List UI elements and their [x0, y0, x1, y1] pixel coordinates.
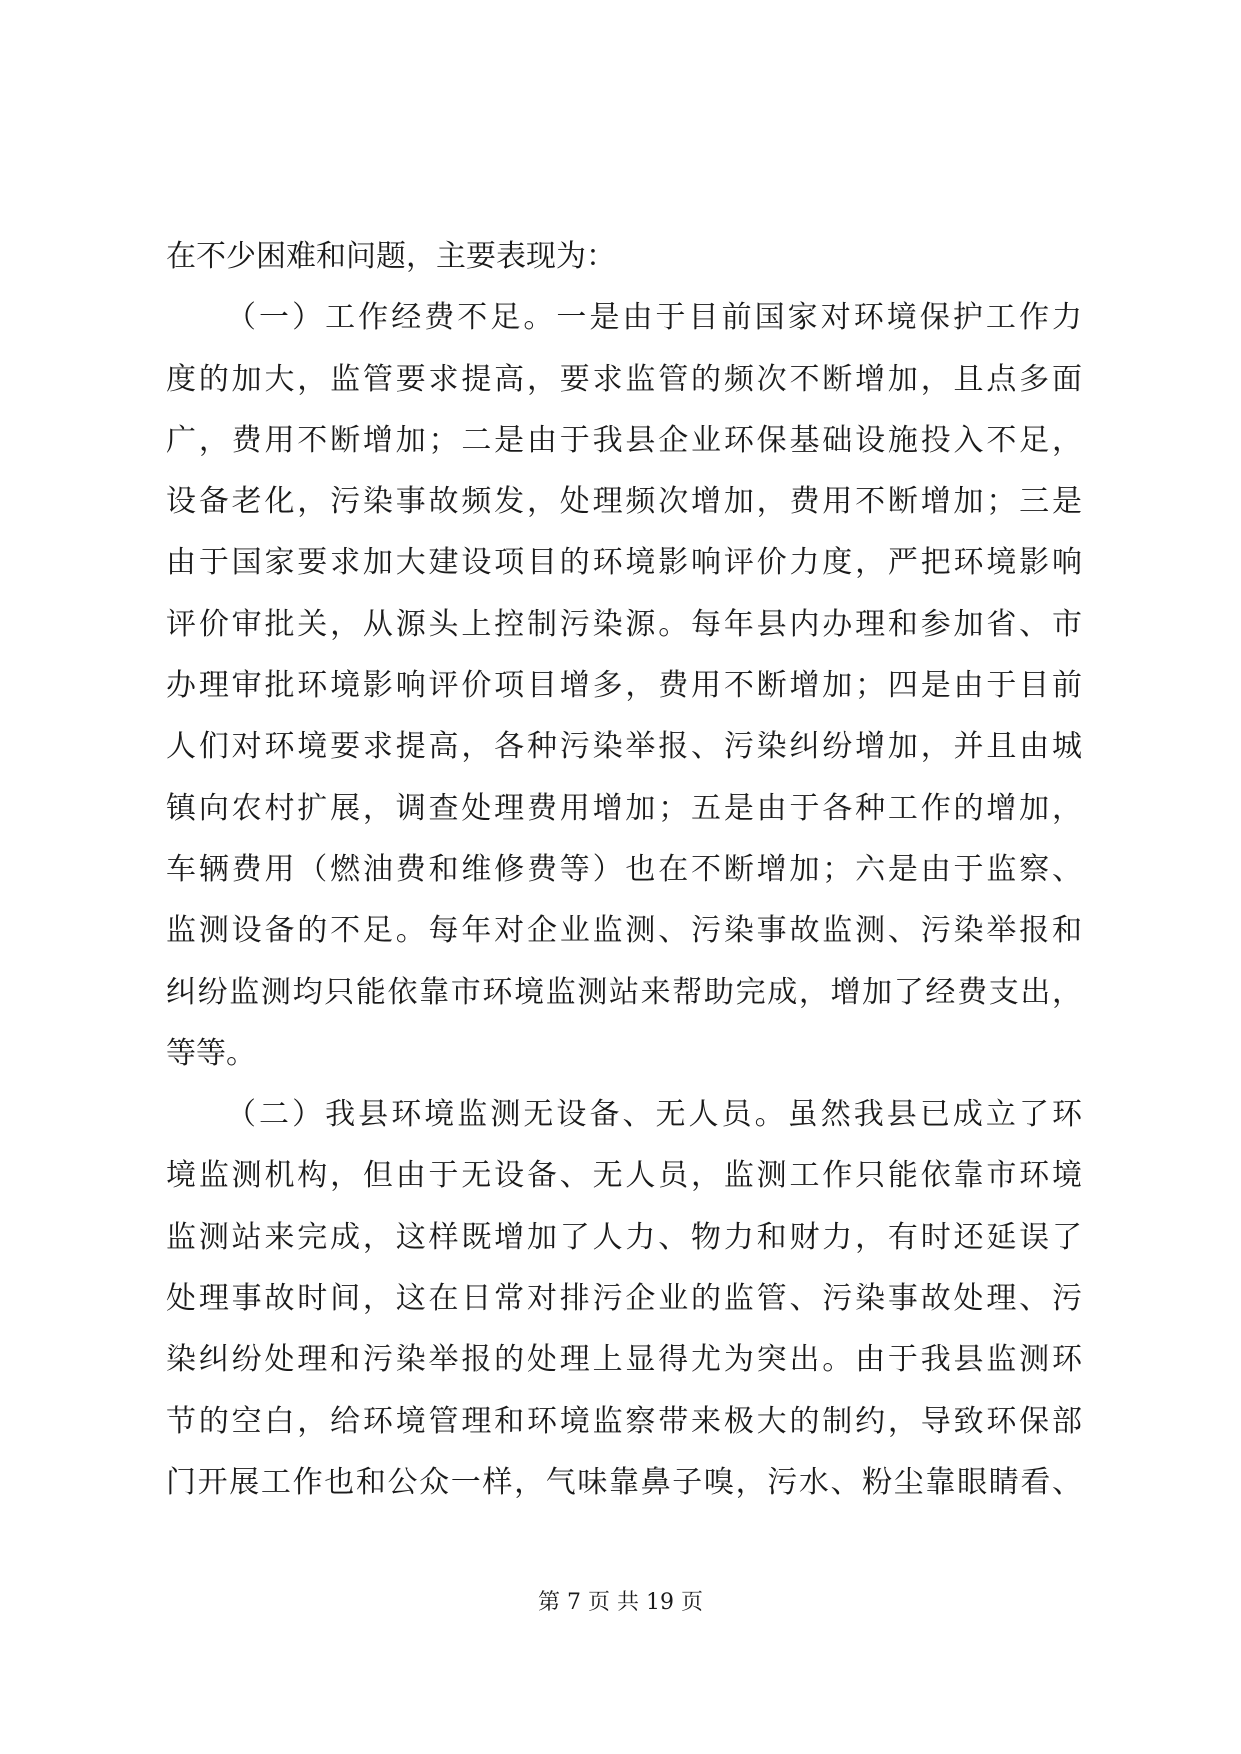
page-number-footer: 第 7 页 共 19 页 — [538, 1590, 703, 1615]
paragraph-first-line: （一）工作经费不足。一是由于目前国家对环境保护工作力 — [226, 300, 1082, 336]
body-text — [166, 226, 1082, 1513]
text-line: 纠纷监测均只能依靠市环境监测站来帮助完成，增加了经费支出， — [166, 974, 1082, 1010]
text-line: 监测设备的不足。每年对企业监测、污染事故监测、污染举报和 — [166, 913, 1082, 949]
text-line: 度的加大，监管要求提高，要求监管的频次不断增加，且点多面 — [166, 361, 1082, 397]
text-line: 境监测机构，但由于无设备、无人员，监测工作只能依靠市环境 — [166, 1158, 1082, 1194]
text-line: 人们对环境要求提高，各种污染举报、污染纠纷增加，并且由城 — [166, 729, 1082, 765]
text-line: 等等。 — [166, 1035, 256, 1071]
text-line: 处理事故时间，这在日常对排污企业的监管、污染事故处理、污 — [166, 1281, 1082, 1317]
text-line: 设备老化，污染事故频发，处理频次增加，费用不断增加；三是 — [166, 484, 1082, 520]
text-line: 节的空白，给环境管理和环境监察带来极大的制约，导致环保部 — [166, 1403, 1082, 1439]
text-line: 评价审批关，从源头上控制污染源。每年县内办理和参加省、市 — [166, 606, 1082, 642]
text-line: 在不少困难和问题，主要表现为： — [166, 239, 616, 274]
text-line: 染纠纷处理和污染举报的处理上显得尤为突出。由于我县监测环 — [166, 1342, 1082, 1378]
paragraph-first-line: （二）我县环境监测无设备、无人员。虽然我县已成立了环 — [226, 1097, 1082, 1133]
text-line: 监测站来完成，这样既增加了人力、物力和财力，有时还延误了 — [166, 1219, 1082, 1255]
text-line: 门开展工作也和公众一样，气味靠鼻子嗅，污水、粉尘靠眼睛看、 — [166, 1464, 1082, 1500]
text-line: 办理审批环境影响评价项目增多，费用不断增加；四是由于目前 — [166, 668, 1082, 704]
text-line: 广，费用不断增加；二是由于我县企业环保基础设施投入不足， — [166, 422, 1082, 458]
text-line: 镇向农村扩展，调查处理费用增加；五是由于各种工作的增加， — [166, 790, 1082, 826]
text-line: 车辆费用（燃油费和维修费等）也在不断增加；六是由于监察、 — [166, 851, 1082, 887]
text-line: 由于国家要求加大建设项目的环境影响评价力度，严把环境影响 — [166, 545, 1082, 581]
